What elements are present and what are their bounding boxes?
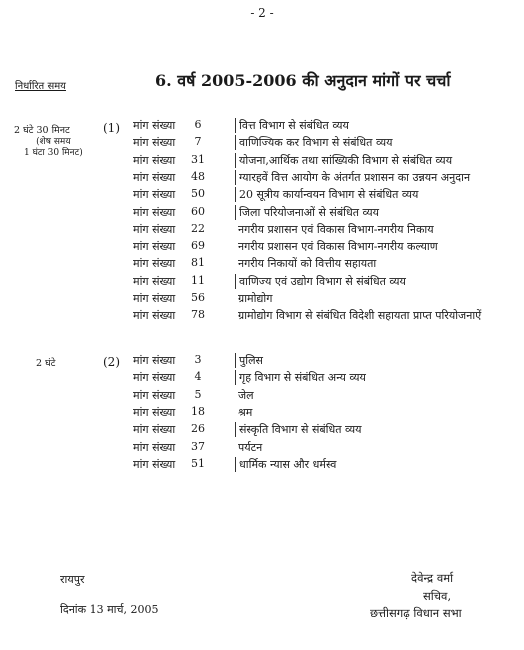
demand-row (0, 370, 524, 387)
demand-number: 48 (191, 169, 205, 183)
group-1-remaining-line-2: 1 घंटा 30 मिनट) (24, 148, 83, 158)
demand-number: 26 (191, 422, 205, 436)
demand-label: मांग संख्या (133, 119, 176, 132)
demand-label: मांग संख्या (133, 136, 176, 150)
demand-label: मांग संख्या (133, 457, 176, 471)
place: रायपुर (60, 573, 85, 586)
demand-label: मांग संख्या (133, 170, 176, 184)
demand-description: ग्यारहवें वित्त आयोग के अंतर्गत प्रशासन का उन्नयन अनुदान (235, 170, 470, 185)
demand-row (0, 405, 524, 422)
demand-description: वाणिज्यिक कर विभाग से संबंधित व्यय (235, 135, 392, 150)
demand-row (0, 153, 524, 170)
demand-row (0, 388, 524, 405)
demand-description: पुलिस (235, 353, 263, 368)
demand-row (0, 353, 524, 370)
demand-row (0, 135, 524, 152)
demand-number: 56 (191, 291, 205, 304)
demand-number: 60 (191, 204, 205, 218)
demand-number: 4 (194, 370, 202, 384)
demand-number: 22 (191, 221, 205, 235)
demand-label: मांग संख्या (133, 354, 176, 367)
demand-number: 6 (194, 118, 202, 131)
demand-row (0, 239, 524, 256)
demand-label: मांग संख्या (133, 222, 176, 236)
demand-label: मांग संख्या (133, 257, 176, 271)
demand-label: मांग संख्या (133, 423, 176, 437)
demand-description: जिला परियोजनाओं से संबंधित व्यय (235, 205, 379, 220)
signatory-organization: छत्तीसगढ़ विधान सभा (370, 606, 462, 620)
demand-label: मांग संख्या (133, 309, 176, 323)
demand-number: 78 (191, 308, 205, 322)
demand-number: 69 (191, 239, 205, 253)
scheduled-time-heading: निर्धारित समय (15, 81, 66, 92)
demand-description: योजना,आर्थिक तथा सांख्यिकी विभाग से संबंधित व्यय (235, 153, 452, 168)
demand-number: 51 (191, 456, 205, 470)
group-2-time: 2 घंटे (36, 358, 56, 369)
demand-description: वित्त विभाग से संबंधित व्यय (235, 118, 349, 133)
demand-row (0, 118, 524, 135)
demand-number: 18 (191, 404, 205, 418)
demand-row (0, 256, 524, 273)
demand-row (0, 457, 524, 474)
demand-row (0, 274, 524, 291)
demand-row (0, 422, 524, 439)
signatory-name: देवेन्द्र वर्मा (411, 571, 454, 585)
demand-row (0, 308, 524, 325)
demand-label: मांग संख्या (133, 274, 176, 288)
demand-label: मांग संख्या (133, 153, 176, 167)
demand-description: पर्यटन (238, 440, 263, 454)
group-2-index: (2) (103, 355, 120, 369)
demand-row (0, 205, 524, 222)
demand-number: 7 (194, 135, 202, 149)
demand-description: वाणिज्य एवं उद्योग विभाग से संबंधित व्यय (235, 274, 406, 289)
demand-description: नगरीय प्रशासन एवं विकास विभाग-नगरीय निकाय (238, 222, 434, 236)
demand-description: धार्मिक न्यास और धर्मस्व (235, 457, 336, 472)
demand-description: जेल (238, 388, 254, 402)
demand-row (0, 187, 524, 204)
group-1-time: 2 घंटे 30 मिनट (14, 125, 70, 136)
demand-description: संस्कृति विभाग से संबंधित व्यय (235, 422, 362, 437)
date: दिनांक 13 मार्च, 2005 (60, 603, 159, 616)
demand-label: मांग संख्या (133, 440, 176, 454)
demand-number: 81 (191, 256, 205, 270)
group-1-remaining-line-1: (शेष समय (36, 137, 71, 147)
demand-number: 3 (194, 353, 202, 366)
demand-description: नगरीय प्रशासन एवं विकास विभाग-नगरीय कल्याण (238, 240, 438, 254)
demand-number: 5 (194, 387, 202, 401)
demand-description: 20 सूत्रीय कार्यान्वयन विभाग से संबंधित व्यय (235, 187, 418, 202)
demand-label: मांग संख्या (133, 188, 176, 202)
demand-description: नगरीय निकायों को वित्तीय सहायता (238, 257, 377, 271)
demand-number: 50 (191, 187, 205, 201)
page-title: 6. वर्ष 2005-2006 की अनुदान मांगों पर चर्चा (155, 71, 451, 90)
demand-number: 11 (191, 273, 205, 287)
demand-description: ग्रामोद्योग विभाग से संबंधित विदेशी सहायता प्राप्त परियोजनाऐं (238, 309, 482, 323)
demand-label: मांग संख्या (133, 240, 176, 254)
demand-row (0, 440, 524, 457)
demand-description: ग्रामोद्योग (238, 292, 273, 305)
demand-number: 37 (191, 439, 205, 453)
demand-description: गृह विभाग से संबंधित अन्य व्यय (235, 370, 366, 385)
demand-label: मांग संख्या (133, 371, 176, 385)
demand-label: मांग संख्या (133, 292, 176, 305)
signatory-role: सचिव, (423, 589, 452, 603)
demand-row (0, 291, 524, 308)
demand-description: श्रम (238, 405, 253, 419)
page-number: - 2 - (250, 6, 274, 20)
demand-label: मांग संख्या (133, 405, 176, 419)
demand-label: मांग संख्या (133, 205, 176, 219)
demand-row (0, 222, 524, 239)
demand-label: मांग संख्या (133, 388, 176, 402)
group-1-index: (1) (103, 121, 120, 135)
demand-row (0, 170, 524, 187)
demand-number: 31 (191, 152, 205, 166)
